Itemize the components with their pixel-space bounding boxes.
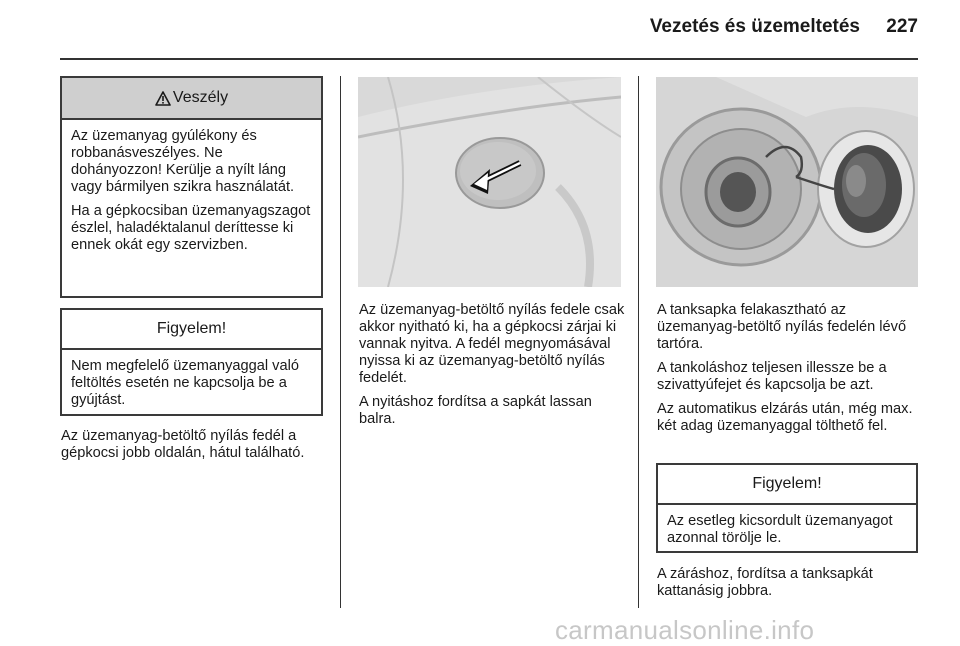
column2-paragraph-2: A nyitáshoz fordítsa a sapkát lassan balra. xyxy=(359,394,592,427)
fuel-cap-figure xyxy=(656,77,918,287)
column3-paragraph-3: Az automatikus elzárás után, még max. két adag üzemanyaggal tölthető fel. xyxy=(657,401,913,434)
page-number: 227 xyxy=(886,16,918,37)
column3-closing-paragraph: A záráshoz, fordítsa a tanksapkát kattanásig jobbra. xyxy=(657,566,873,599)
caution-box-1-header xyxy=(62,310,321,350)
watermark: carmanualsonline.info xyxy=(555,615,815,645)
caution-1-paragraph: Nem megfelelő üzemanyaggal való feltöltés esetén ne kapcsolja be a gyújtást. xyxy=(71,358,299,408)
caution-box-1-title: Figyelem! xyxy=(156,320,227,337)
caution-box-2 xyxy=(656,463,918,553)
caution-2-paragraph: Az esetleg kicsordult üzemanyagot azonnal törölje le. xyxy=(667,513,893,546)
column3-closing-text xyxy=(657,566,919,607)
caution-box-2-body xyxy=(658,505,916,553)
column-divider-2 xyxy=(638,76,639,608)
fuel-flap-figure xyxy=(358,77,621,287)
danger-box xyxy=(60,76,323,298)
fuel-flap-arrow-illustration xyxy=(358,77,621,287)
danger-paragraph-1: Az üzemanyag gyúlékony és robbanásveszélyes. Ne dohányozzon! Kerülje a nyílt láng vagy bármilyen szikra használatát. xyxy=(71,128,295,195)
column1-paragraph-1: Az üzemanyag-betöltő nyílás fedél a gépkocsi jobb oldalán, hátul található. xyxy=(61,428,305,461)
caution-box-2-header xyxy=(658,465,916,505)
page-title: Vezetés és üzemeltetés xyxy=(649,16,860,37)
column2-paragraph-1: Az üzemanyag-betöltő nyílás fedele csak akkor nyitható ki, ha a gépkocsi zárjai ki vannak nyitva. A fedél megnyomásával nyissa ki az üzemanyag-betöltő nyílás fedelét. xyxy=(359,302,625,386)
danger-box-header xyxy=(62,78,321,120)
column3-paragraph-2: A tankoláshoz teljesen illessze be a szivattyúfejet és kapcsolja be azt. xyxy=(657,360,887,393)
column-divider-1 xyxy=(340,76,341,608)
column2-text xyxy=(359,302,629,435)
warning-triangle-icon xyxy=(155,91,171,106)
column3-paragraph-1: A tanksapka felakasztható az üzemanyag-betöltő nyílás fedelén lévő tartóra. xyxy=(657,302,907,352)
caution-box-2-title: Figyelem! xyxy=(752,475,822,492)
danger-box-title: Veszély xyxy=(172,89,229,106)
caution-box-1 xyxy=(60,308,323,416)
column3-text xyxy=(657,302,925,442)
column1-text xyxy=(61,428,327,469)
fuel-cap-holder-illustration xyxy=(656,77,918,287)
header-divider xyxy=(60,58,918,60)
danger-box-body xyxy=(62,120,321,260)
danger-paragraph-2: Ha a gépkocsiban üzemanyagszagot észlel, haladéktalanul deríttesse ki ennek okát egy szervizben. xyxy=(71,203,311,253)
caution-box-1-body xyxy=(62,350,321,415)
